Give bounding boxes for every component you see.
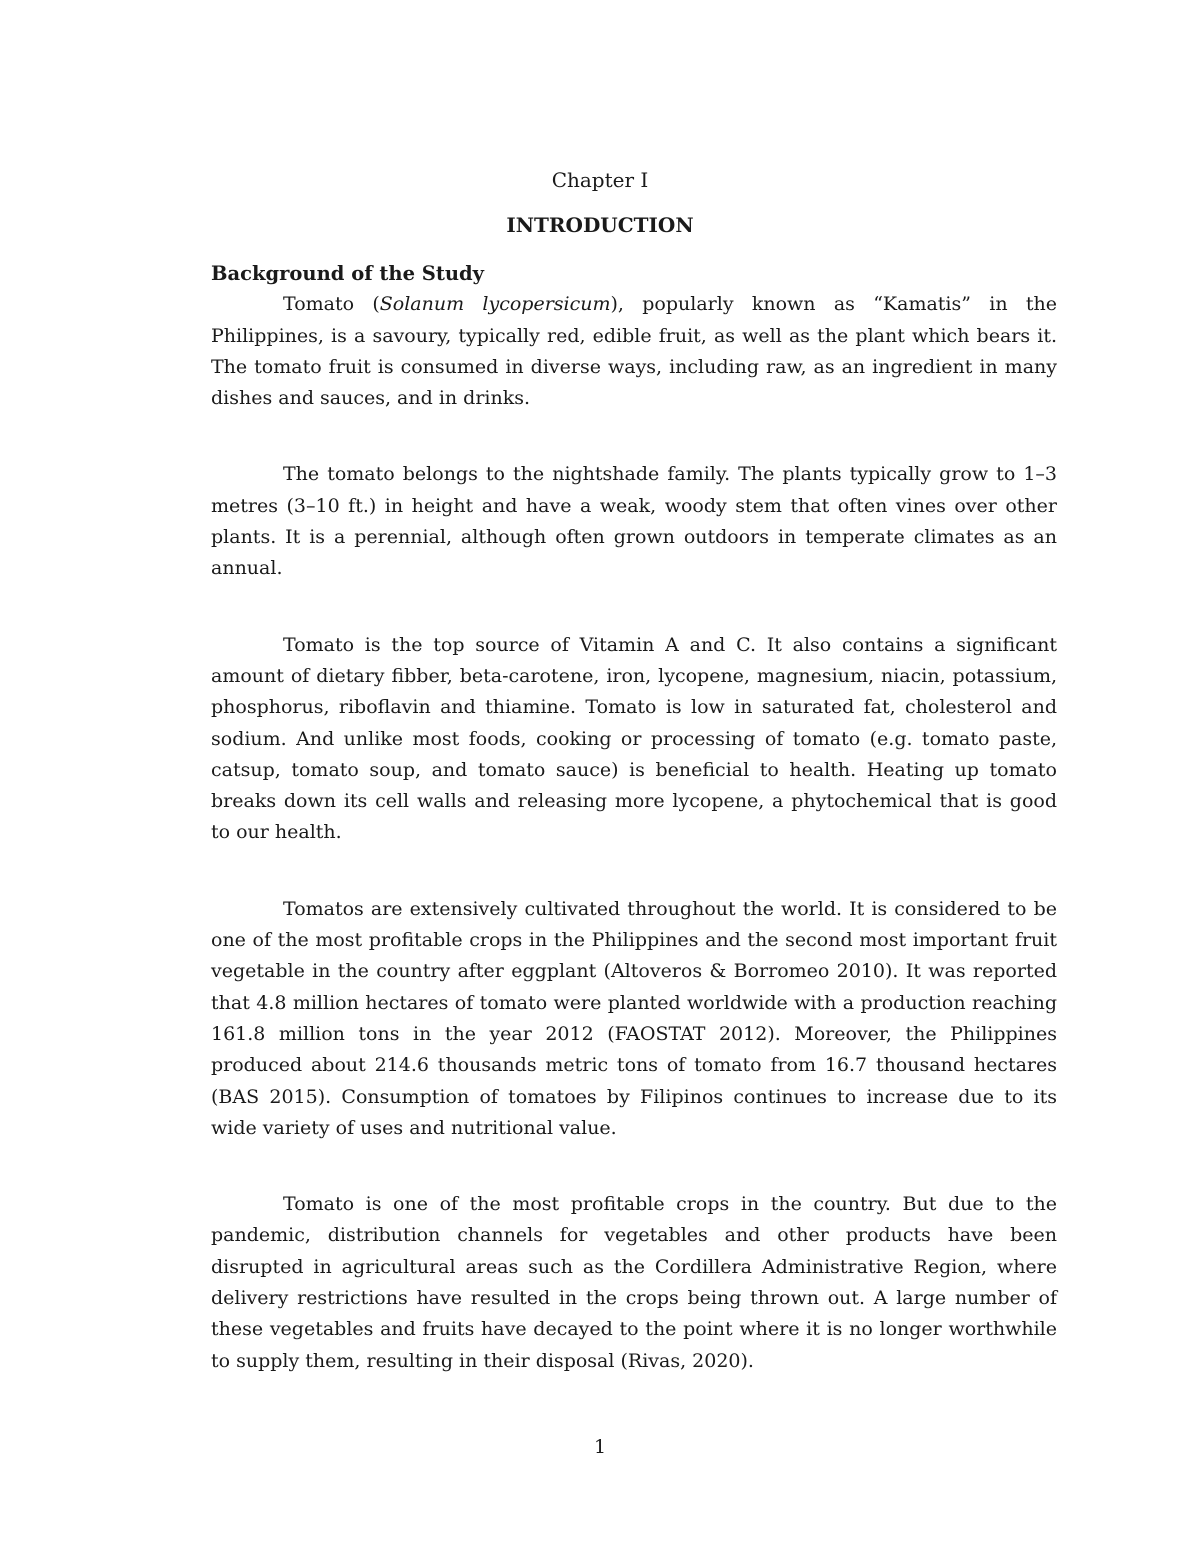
paragraph-3: Tomato is the top source of Vitamin A and C. It also contains a significant amount of dietary fibber, beta-carotene, iron, lycopene, magnesium, niacin, potassium, phosphorus, riboflavin and thiamine. Tomato is low in saturated fat, cholesterol and sodium. And unlike most foods, cooking or processing of tomato (e.g. tomato paste, catsup, tomato soup, and tomato sauce) is beneficial to health. Heating up tomato breaks down its cell walls and releasing more lycopene, a phytochemical that is good to our health. [211,633,1057,844]
chapter-title: INTRODUCTION [506,213,694,237]
paragraph-spacer [211,849,1057,894]
paragraph-spacer [211,1144,1057,1189]
paragraph-5: Tomato is one of the most profitable crops in the country. But due to the pandemic, distribution channels for vegetables and other products have been disrupted in agricultural areas such as the Cordillera Administrative Region, where delivery restrictions have resulted in the crops being thrown out. A large number of these vegetables and fruits have decayed to the point where it is no longer worthwhile to supply them, resulting in their disposal (Rivas, 2020). [211,1193,1057,1372]
section-heading: Background of the Study [211,262,484,285]
paragraph-4: Tomatos are extensively cultivated throughout the world. It is considered to be one of the most profitable crops in the Philippines and the second most important fruit vegetable in the country after eggplant (Altoveros & Borromeo 2010). It was reported that 4.8 million hectares of tomato were planted worldwide with a production reaching 161.8 million tons in the year 2012 (FAOSTAT 2012). Moreover, the Philippines produced about 214.6 thousands metric tons of tomato from 16.7 thousand hectares (BAS 2015). Consumption of tomatoes by Filipinos continues to increase due to its wide variety of uses and nutritional value. [211,897,1057,1139]
paragraph-1-rest: ), popularly known as “Kamatis” in the Philippines, is a savoury, typically red, edible fruit, as well as the plant which bears it. The tomato fruit is consumed in diverse ways, including raw, as an ingredient in many dishes and sauces, and in drinks. [211,293,1057,410]
scientific-name: Solanum lycopersicum [379,293,611,316]
paragraph-1-lead: Tomato ( [283,293,380,316]
body-text [211,258,1057,1377]
paragraph-spacer [211,585,1057,630]
chapter-label: Chapter I [551,168,649,192]
paragraph-spacer [211,414,1057,459]
page-number: 1 [593,1436,607,1458]
paragraph-1 [211,289,1057,414]
paragraph-2: The tomato belongs to the nightshade family. The plants typically grow to 1–3 metres (3–10 ft.) in height and have a weak, woody stem that often vines over other plants. It is a perennial, although often grown outdoors in temperate climates as an annual. [211,463,1057,580]
